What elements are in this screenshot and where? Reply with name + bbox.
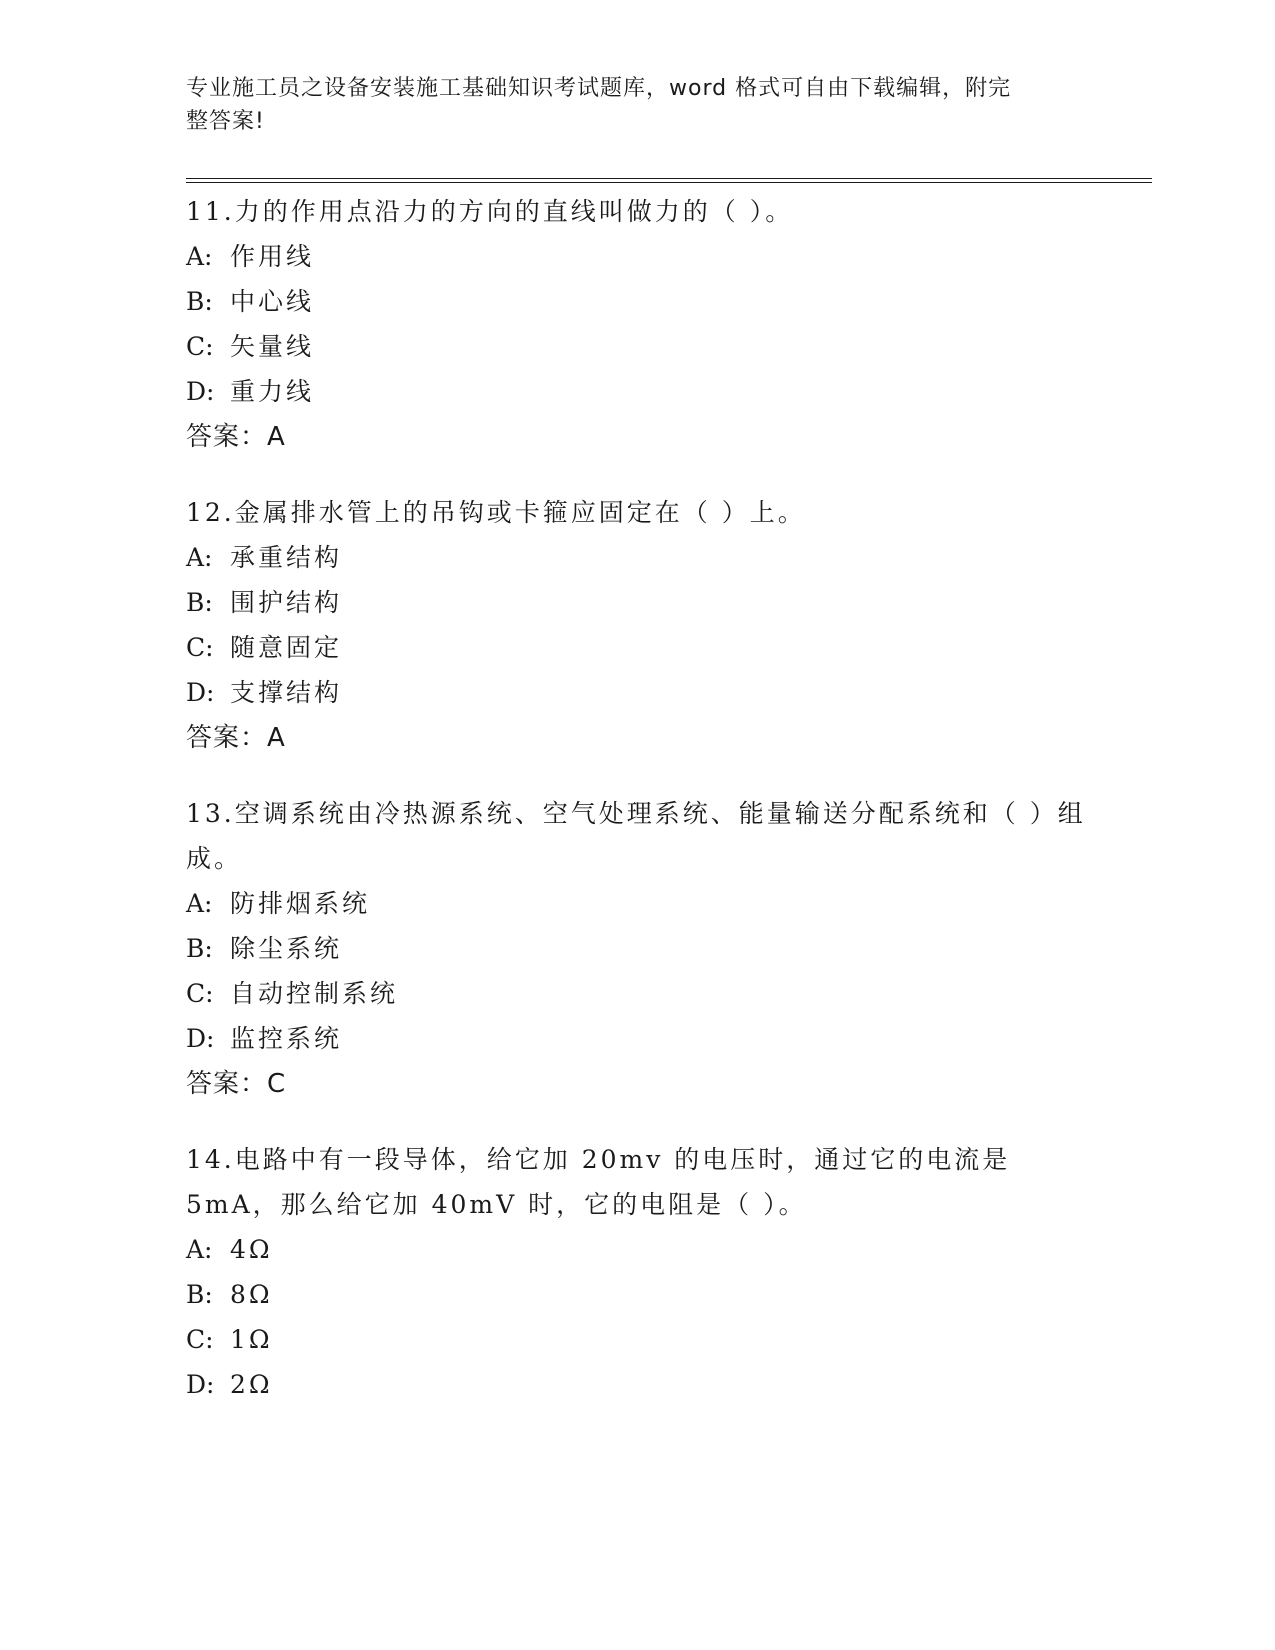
option-letter: D: bbox=[186, 377, 215, 406]
option-letter: B: bbox=[186, 1280, 213, 1309]
intro-line-2: 整答案! bbox=[186, 109, 265, 134]
option-letter: D: bbox=[186, 1024, 215, 1053]
answer-key: 答案：A bbox=[186, 422, 286, 452]
question-list bbox=[186, 189, 1086, 1437]
option-letter: D: bbox=[186, 678, 215, 707]
intro-line-1: 专业施工员之设备安装施工基础知识考试题库，word 格式可自由下载编辑，附完 bbox=[186, 76, 1012, 101]
option-text: 4Ω bbox=[230, 1235, 273, 1264]
option-letter: C: bbox=[186, 332, 214, 361]
question-12 bbox=[186, 490, 1086, 761]
answer-key: 答案：A bbox=[186, 723, 286, 753]
question-stem: 11.力的作用点沿力的方向的直线叫做力的（ ）。 bbox=[186, 197, 794, 226]
option-letter: B: bbox=[186, 588, 213, 617]
question-11 bbox=[186, 189, 1086, 460]
header-divider-bottom bbox=[186, 182, 1152, 183]
option-letter: C: bbox=[186, 979, 214, 1008]
option-letter: D: bbox=[186, 1370, 215, 1399]
option-letter: A: bbox=[186, 543, 213, 572]
answer-key: 答案：C bbox=[186, 1069, 287, 1099]
option-letter: A: bbox=[186, 1235, 213, 1264]
option-text: 承重结构 bbox=[230, 543, 343, 572]
document-intro bbox=[186, 72, 1066, 138]
option-text: 重力线 bbox=[230, 377, 315, 406]
option-b bbox=[186, 580, 1086, 625]
option-text: 围护结构 bbox=[230, 588, 343, 617]
option-b bbox=[186, 279, 1086, 324]
option-a bbox=[186, 234, 1086, 279]
option-d bbox=[186, 369, 1086, 414]
option-c bbox=[186, 1317, 1086, 1362]
option-text: 2Ω bbox=[230, 1370, 273, 1399]
option-text: 自动控制系统 bbox=[230, 979, 399, 1008]
option-letter: B: bbox=[186, 287, 213, 316]
question-13 bbox=[186, 791, 1086, 1107]
option-d bbox=[186, 1362, 1086, 1407]
option-text: 防排烟系统 bbox=[230, 889, 371, 918]
question-stem: 13.空调系统由冷热源系统、空气处理系统、能量输送分配系统和（ ）组成。 bbox=[186, 799, 1086, 873]
option-a bbox=[186, 535, 1086, 580]
option-text: 8Ω bbox=[230, 1280, 273, 1309]
option-letter: A: bbox=[186, 242, 213, 271]
option-text: 除尘系统 bbox=[230, 934, 343, 963]
question-stem: 12.金属排水管上的吊钩或卡箍应固定在（ ）上。 bbox=[186, 498, 806, 527]
option-text: 矢量线 bbox=[230, 332, 315, 361]
question-14 bbox=[186, 1137, 1086, 1407]
option-a bbox=[186, 1227, 1086, 1272]
option-c bbox=[186, 324, 1086, 369]
option-text: 作用线 bbox=[230, 242, 315, 271]
option-letter: C: bbox=[186, 633, 214, 662]
option-text: 中心线 bbox=[230, 287, 315, 316]
option-text: 支撑结构 bbox=[230, 678, 343, 707]
option-c bbox=[186, 971, 1086, 1016]
option-text: 监控系统 bbox=[230, 1024, 343, 1053]
option-letter: A: bbox=[186, 889, 213, 918]
header-divider-top bbox=[186, 178, 1152, 179]
option-a bbox=[186, 881, 1086, 926]
option-letter: B: bbox=[186, 934, 213, 963]
option-b bbox=[186, 1272, 1086, 1317]
option-text: 1Ω bbox=[230, 1325, 273, 1354]
option-c bbox=[186, 625, 1086, 670]
question-stem: 14.电路中有一段导体，给它加 20mv 的电压时，通过它的电流是 5mA，那么给它加 40mV 时，它的电阻是（ ）。 bbox=[186, 1145, 1011, 1219]
option-letter: C: bbox=[186, 1325, 214, 1354]
option-text: 随意固定 bbox=[230, 633, 343, 662]
option-d bbox=[186, 670, 1086, 715]
option-b bbox=[186, 926, 1086, 971]
option-d bbox=[186, 1016, 1086, 1061]
